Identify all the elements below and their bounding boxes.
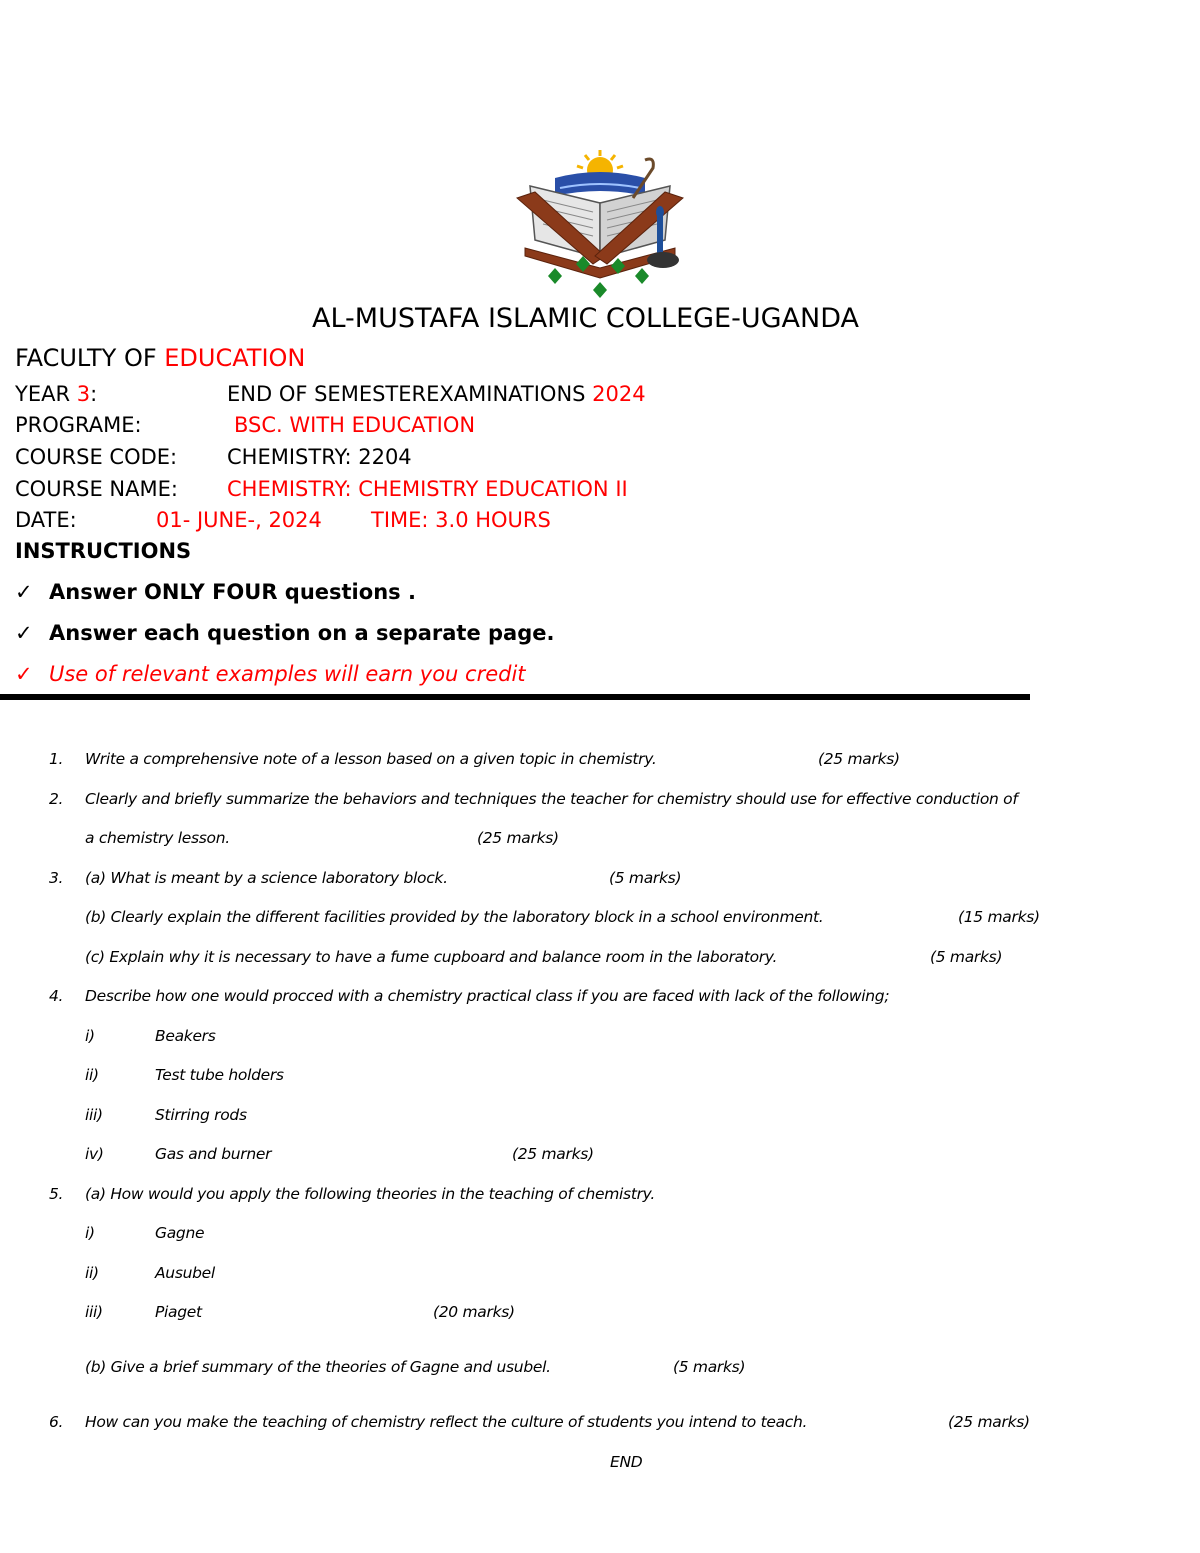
list-item-number: i) [85,1224,95,1242]
year-value: 3 [76,382,91,406]
question-text: (b) Give a brief summary of the theories of Gagne and usubel. [85,1358,551,1376]
course-name-label: COURSE NAME: [15,477,178,501]
instructions-title: INSTRUCTIONS [15,539,192,563]
question-text: Describe how one would procced with a chemistry practical class if you are faced with lack of the following; [85,987,890,1005]
faculty-label: FACULTY OF [15,344,165,372]
check-icon: ✓ [15,662,33,686]
question-number: 1. [49,750,64,768]
question-text: (c) Explain why it is necessary to have a fume cupboard and balance room in the laboratory. [85,948,778,966]
list-item-text: Test tube holders [155,1066,284,1084]
list-item-text: Piaget [155,1303,202,1321]
list-item-text: Gas and burner [155,1145,272,1163]
question-marks: (15 marks) [958,908,1040,926]
list-item-text: Ausubel [155,1264,215,1282]
list-item-number: iv) [85,1145,104,1163]
course-code-label: COURSE CODE: [15,445,178,469]
question-marks: (20 marks) [433,1303,515,1321]
year-colon: : [90,382,98,406]
year-label: YEAR [15,382,77,406]
list-item-number: iii) [85,1106,103,1124]
question-marks: (25 marks) [477,829,559,847]
instruction-text: Answer ONLY FOUR questions . [49,580,416,604]
instruction-item [15,580,416,604]
exam-title [227,382,646,406]
question-text: How can you make the teaching of chemistry reflect the culture of students you intend to teach. [85,1413,808,1431]
year-label-group [15,382,97,406]
question-number: 3. [49,869,64,887]
question-marks: (25 marks) [818,750,900,768]
check-icon: ✓ [15,621,33,645]
list-item-number: ii) [85,1264,99,1282]
end-marker: END [610,1453,643,1471]
faculty-line [15,344,305,372]
question-text: Write a comprehensive note of a lesson based on a given topic in chemistry. [85,750,657,768]
programme-value: BSC. WITH EDUCATION [234,413,476,437]
date-value: 01- JUNE-, 2024 [156,508,322,532]
question-number: 2. [49,790,64,808]
date-label: DATE: [15,508,77,532]
question-number: 6. [49,1413,64,1431]
list-item-number: iii) [85,1303,103,1321]
question-marks: (5 marks) [609,869,682,887]
question-number: 4. [49,987,64,1005]
question-marks: (25 marks) [948,1413,1030,1431]
programme-label: PROGRAME: [15,413,142,437]
instruction-item [15,662,526,686]
question-text: (b) Clearly explain the different facilities provided by the laboratory block in a school environment. [85,908,824,926]
divider-rule [0,694,1030,700]
list-item-text: Beakers [155,1027,216,1045]
exam-text: END OF SEMESTEREXAMINATIONS [227,382,593,406]
exam-year: 2024 [592,382,646,406]
instruction-item [15,621,554,645]
question-marks: (25 marks) [512,1145,594,1163]
question-number: 5. [49,1185,64,1203]
college-name: AL-MUSTAFA ISLAMIC COLLEGE-UGANDA [312,303,859,334]
course-code-value: CHEMISTRY: 2204 [227,445,412,469]
instruction-text: Use of relevant examples will earn you credit [49,662,526,686]
question-text: (a) What is meant by a science laboratory block. [85,869,448,887]
check-icon: ✓ [15,580,33,604]
list-item-number: ii) [85,1066,99,1084]
college-logo-icon [505,148,695,303]
question-marks: (5 marks) [930,948,1003,966]
list-item-number: i) [85,1027,95,1045]
list-item-text: Gagne [155,1224,205,1242]
question-text: (a) How would you apply the following theories in the teaching of chemistry. [85,1185,655,1203]
question-text: a chemistry lesson. [85,829,230,847]
course-name-value: CHEMISTRY: CHEMISTRY EDUCATION II [227,477,628,501]
time-value: TIME: 3.0 HOURS [371,508,551,532]
instruction-text: Answer each question on a separate page. [49,621,555,645]
faculty-value: EDUCATION [164,344,306,372]
question-marks: (5 marks) [673,1358,746,1376]
list-item-text: Stirring rods [155,1106,247,1124]
question-text: Clearly and briefly summarize the behaviors and techniques the teacher for chemistry should use for effective conduction of [85,790,1018,808]
